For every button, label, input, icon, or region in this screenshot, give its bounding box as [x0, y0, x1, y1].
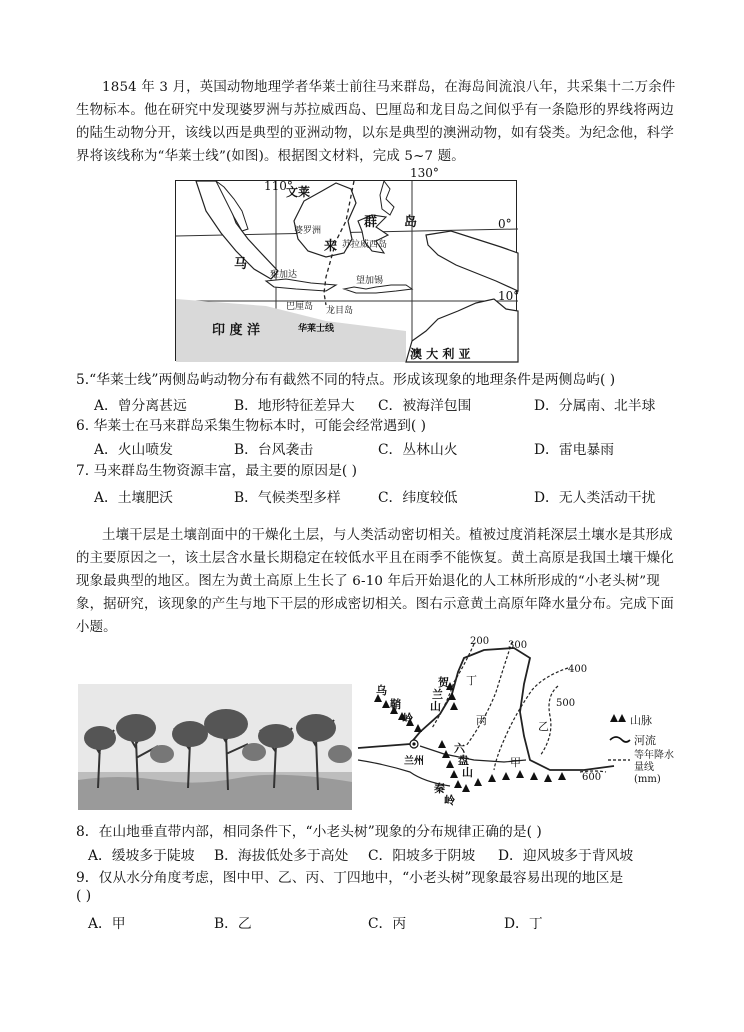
- q9-option-d[interactable]: D．丁: [504, 916, 543, 932]
- label-lan: 兰: [432, 688, 443, 701]
- isohyet-600: 600: [582, 772, 602, 783]
- q7-option-b[interactable]: B．气候类型多样: [234, 490, 341, 506]
- lat-label-10: 10°: [498, 289, 520, 303]
- isohyet-400: 400: [568, 664, 588, 675]
- q8-option-a[interactable]: A．缓坡多于陡坡: [88, 848, 195, 864]
- q8-option-c[interactable]: C．阳坡多于阴坡: [368, 848, 476, 864]
- label-ling-1: 岭: [402, 712, 413, 725]
- wallace-line-map: [175, 179, 520, 361]
- question-9-answer-bracket: ( ): [76, 888, 92, 904]
- q7-option-c[interactable]: C．纬度较低: [378, 490, 458, 506]
- q5-option-d[interactable]: D．分属南、北半球: [534, 398, 656, 414]
- isohyet-500: 500: [556, 698, 576, 709]
- q5-option-a[interactable]: A．曾分离甚远: [94, 398, 187, 414]
- label-lanzhou: 兰州: [404, 756, 424, 767]
- label-qin: 秦: [434, 782, 445, 795]
- label-bing: 丙: [476, 714, 487, 727]
- q9-option-b[interactable]: B．乙: [214, 916, 252, 932]
- question-9: 9．仅从水分角度考虑，图中甲、乙、丙、丁四地中，“小老头树”现象最容易出现的地区是: [76, 870, 624, 886]
- question-8: 8．在山地垂直带内部，相同条件下，“小老头树”现象的分布规律正确的是( ): [76, 824, 542, 840]
- q7-option-d[interactable]: D．无人类活动干扰: [534, 490, 656, 506]
- label-lai: 来: [324, 239, 338, 254]
- lon-label-130: 130°: [410, 166, 439, 180]
- label-lombok: 龙目岛: [326, 306, 354, 316]
- label-liu: 六: [454, 742, 465, 755]
- q7-option-a[interactable]: A．土壤肥沃: [94, 490, 173, 506]
- label-ding: 丁: [466, 674, 477, 687]
- lon-label-110: 110°: [264, 179, 293, 193]
- q5-option-c[interactable]: C．被海洋包围: [378, 398, 472, 414]
- legend-isohyet-label: 等年降水量线 (mm): [634, 750, 674, 785]
- label-makassar: 望加锡: [356, 276, 384, 286]
- label-shan-1: 山: [430, 700, 441, 713]
- question-7: 7. 马来群岛生物资源丰富，最主要的原因是( ): [76, 463, 358, 479]
- label-qun: 群: [364, 215, 378, 230]
- label-bali: 巴厘岛: [286, 302, 314, 312]
- loess-plateau-map: [354, 636, 674, 812]
- q6-option-a[interactable]: A．火山喷发: [94, 442, 173, 458]
- label-brunei: 文莱: [286, 185, 311, 199]
- q8-option-b[interactable]: B．海拔低处多于高处: [214, 848, 349, 864]
- label-borneo: 婆罗洲: [294, 226, 322, 236]
- passage-1: 1854 年 3 月，英国动物地理学者华莱士前往马来群岛，在海岛间流浪八年，共采集十二万余件生物标本。他在研究中发现婆罗洲与苏拉威西岛、巴厘岛和龙目岛之间似乎有一条隐形的界线将两边的陆生动物分开，该线以西是典型的亚洲动物，以东是典型的澳洲动物，如有袋类。为纪念他，科学界将该线称为“华莱士线”(如图)。根据图文材料，完成 5~7 题。: [76, 80, 676, 164]
- label-indian-ocean: 印 度 洋: [212, 323, 261, 338]
- q6-option-c[interactable]: C．丛林山火: [378, 442, 458, 458]
- label-he: 贺: [438, 676, 449, 689]
- label-jakarta: 雅加达: [270, 270, 298, 280]
- question-6: 6. 华莱士在马来群岛采集生物标本时，可能会经常遇到( ): [76, 418, 427, 434]
- label-wallace-line: 华莱士线: [298, 324, 335, 334]
- label-yi: 乙: [538, 720, 549, 733]
- tree-photo-drawing: [78, 684, 352, 810]
- isohyet-200: 200: [470, 636, 490, 647]
- label-ling-2: 岭: [444, 794, 455, 807]
- legend-river-label: 河流: [634, 734, 656, 747]
- question-5: 5.“华莱士线”两侧岛屿动物分布有截然不同的特点。形成该现象的地理条件是两侧岛屿( ): [76, 372, 616, 388]
- label-pan: 盘: [458, 754, 469, 767]
- passage-2: 土壤干层是土壤剖面中的干燥化土层，与人类活动密切相关。植被过度消耗深层土壤水是其形成的主要原因之一，该土层含水量长期稳定在较低水平且在雨季不能恢复。黄土高原是我国土壤干燥化现象最典型的地区。图左为黄土高原上生长了 6-10 年后开始退化的人工林所形成的“小老头树”现象，据研究，该现象的产生与地下干层的形成密切相关。图右示意黄土高原年降水量分布。完成下面小题。: [76, 528, 674, 635]
- label-shan-2: 山: [462, 766, 473, 779]
- legend-mountain-label: 山脉: [630, 714, 652, 727]
- label-dao: 岛: [404, 215, 418, 230]
- label-ma: 马: [234, 257, 248, 272]
- q9-option-c[interactable]: C．丙: [368, 916, 407, 932]
- label-shao: 鞘: [390, 698, 401, 711]
- little-old-tree-photo: [78, 684, 352, 810]
- isohyet-300: 300: [508, 640, 528, 651]
- label-australia: 澳 大 利 亚: [410, 347, 471, 361]
- q8-option-d[interactable]: D．迎风坡多于背风坡: [498, 848, 634, 864]
- lat-label-0: 0°: [498, 217, 512, 231]
- label-wu: 乌: [376, 684, 387, 697]
- label-jia: 甲: [510, 756, 521, 769]
- q5-option-b[interactable]: B．地形特征差异大: [234, 398, 355, 414]
- q6-option-d[interactable]: D．雷电暴雨: [534, 442, 615, 458]
- q6-option-b[interactable]: B．台风袭击: [234, 442, 314, 458]
- q9-option-a[interactable]: A．甲: [88, 916, 126, 932]
- label-sulawesi: 苏拉威西岛: [342, 240, 388, 250]
